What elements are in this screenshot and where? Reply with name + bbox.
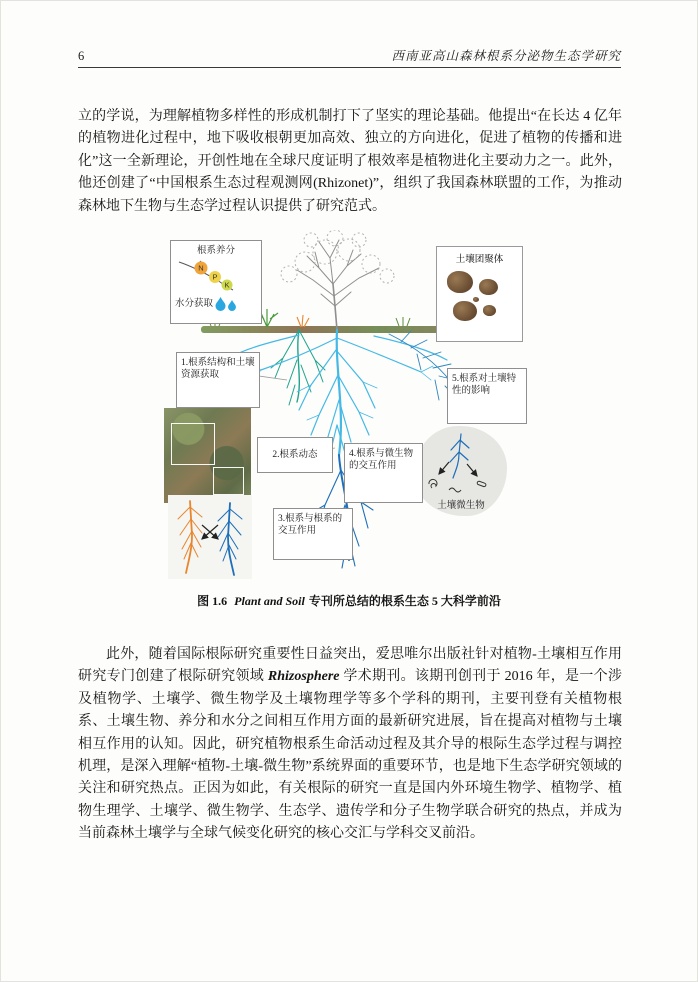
- paragraph-2: [78, 644, 622, 846]
- root-interaction-diagram: [168, 495, 252, 579]
- frontier-box-4: 4.根系与微生物的交互作用: [344, 443, 423, 503]
- running-title: 西南亚高山森林根系分泌物生态学研究: [391, 49, 621, 63]
- figure-caption-text: 专刊所总结的根系生态 5 大科学前沿: [308, 594, 501, 608]
- soil-aggregate-blob: [479, 279, 498, 295]
- nitrogen-label: N: [198, 263, 204, 273]
- soil-aggregate-blob: [453, 301, 477, 321]
- potassium-label: K: [224, 280, 230, 290]
- soil-aggregate-blob: [447, 271, 473, 293]
- soil-aggregates-title: 土壤团聚体: [455, 255, 504, 265]
- frontier-box-2: 2.根系动态: [257, 437, 333, 473]
- interaction-arrows: [202, 525, 218, 539]
- soil-microbes-label: 土壤微生物: [437, 501, 485, 511]
- water-droplet-icon: [228, 300, 236, 311]
- npk-diagram: [175, 259, 247, 291]
- figure-caption-journal: Plant and Soil: [234, 594, 305, 608]
- orange-tuft: [297, 315, 309, 327]
- water-acquisition-label: 水分获取: [175, 299, 214, 310]
- tree-canopy: [281, 230, 394, 283]
- root-dynamics-photo: [164, 408, 251, 503]
- water-droplet-icon: [215, 297, 226, 311]
- phosphorus-label: P: [212, 272, 218, 282]
- soil-aggregates-panel: [436, 246, 523, 342]
- figure-caption-label: 图 1.6: [197, 594, 228, 608]
- paragraph-1: 立的学说，为理解植物多样性的形成机制打下了坚实的理论基础。他提出“在长达 4 亿年的植物进化过程中，地下吸收根朝更加高效、独立的方向进化，促进了植物的传播和进化”这一全新理论，开创性地在全球尺度证明了根效率是植物进化主要动力之一。此外，他还创建了“中国根系生态过程观测网(Rhizonet)”，组织了我国森林联盟的工作，为推动森林地下生物与生态学过程认识提供了研究范式。: [78, 109, 622, 214]
- header-rule: [78, 67, 621, 68]
- tree-branches: [297, 240, 379, 306]
- journal-name-rhizosphere: Rhizosphere: [267, 669, 340, 685]
- root-sprig: [450, 434, 469, 478]
- blue-root-system: [218, 503, 242, 575]
- soil-aggregate-blob: [483, 305, 496, 316]
- figure-caption: [0, 592, 698, 609]
- root-interaction-panel: [168, 495, 252, 579]
- figure-1-6: [149, 230, 549, 586]
- photo-frame: [213, 467, 245, 496]
- microbes-diagram: [415, 426, 507, 498]
- photo-frame: [171, 423, 215, 465]
- frontier-box-1: 1.根系结构和土壤资源获取: [176, 352, 260, 408]
- root-nutrients-panel: [170, 240, 262, 324]
- soil-aggregate-crumb: [473, 297, 479, 302]
- soil-microbes-panel: [415, 426, 507, 516]
- teal-roots: [271, 330, 325, 405]
- paragraph-2-text-b: 学术期刊。该期刊创刊于 2016 年，是一个涉及植物学、土壤学、微生物学及土壤物理学等多个学科的期刊，主要刊登有关植物根系、土壤生物、养分和水分之间相互作用方面的最新研究进展，旨在提高对植物与土壤相互作用的认知。因此，研究植物根系生命活动过程及其介导的根际生态学过程与调控机理，是深入理解“植物-土壤-微生物”系统界面的重要环节，也是地下生态学研究领域的关注和研究热点。正因为如此，有关根际的研究一直是国内外环境生物学、植物学、植物生理学、土壤学、微生物学、生态学、遗传学和分子生物学联合研究的热点，并成为当前森林土壤学与全球气候变化研究的核心交汇与学科交叉前沿。: [78, 669, 622, 842]
- page-header: [78, 46, 621, 64]
- orange-root-system: [178, 501, 202, 573]
- tree-trunk: [333, 284, 337, 330]
- frontier-box-3: 3.根系与根系的交互作用: [273, 508, 353, 560]
- page-number: 6: [78, 49, 85, 63]
- microbe-glyphs: [429, 479, 486, 492]
- frontier-box-5: 5.根系对土壤特性的影响: [447, 368, 527, 424]
- root-nutrients-title: 根系养分: [196, 246, 235, 256]
- paragraph-2-text-a: 此外，随着国际根际研究重要性日益突出，爱思唯尔出版社针对植物-土壤相互作用研究专门创建了根际研究领域: [78, 647, 622, 685]
